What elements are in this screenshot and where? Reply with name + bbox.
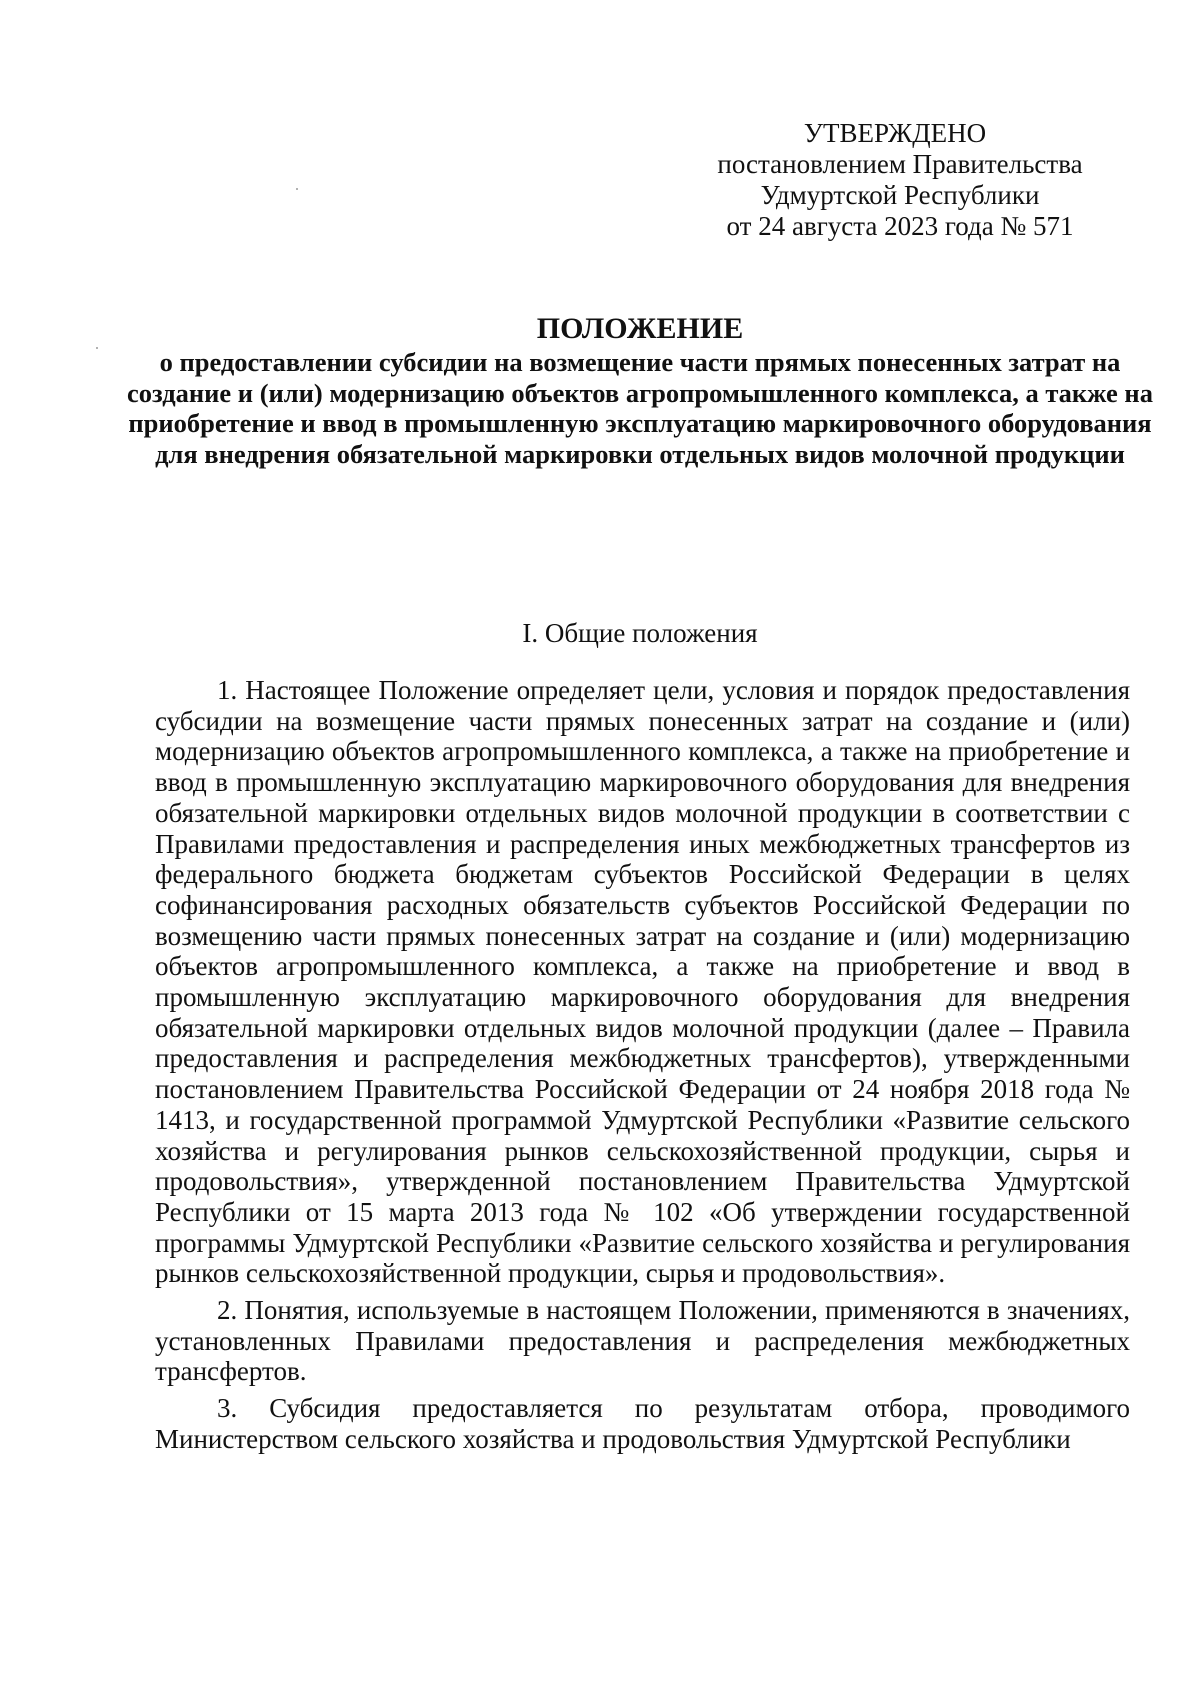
body-text bbox=[155, 675, 1130, 1461]
document-title: ПОЛОЖЕНИЕ bbox=[536, 312, 744, 345]
document-title-block bbox=[120, 313, 1160, 469]
approval-line: от 24 августа 2023 года № 571 bbox=[726, 211, 1074, 241]
approval-title: УТВЕРЖДЕНО bbox=[803, 118, 987, 148]
paragraph: 1. Настоящее Положение определяет цели, условия и порядок предоставления субсидии на возмещение части прямых понесенных затрат на создание и (или) модернизацию объектов агропромышленного комплекса, а также на приобретение и ввод в промышленную эксплуатацию маркировочного оборудования для внедрения обязательной маркировки отдельных видов молочной продукции в соответствии с Правилами предоставления и распределения иных межбюджетных трансфертов из федерального бюджета бюджетам субъектов Российской Федерации в целях софинансирования расходных обязательств субъектов Российской Федерации по возмещению части прямых понесенных затрат на создание и (или) модернизацию объектов агропромышленного комплекса, а также на приобретение и ввод в промышленную эксплуатацию маркировочного оборудования для внедрения обязательной маркировки отдельных видов молочной продукции (далее – Правила предоставления и распределения межбюджетных трансфертов), утвержденными постановлением Правительства Российской Федерации от 24 ноября 2018 года № 1413, и государственной программой Удмуртской Республики «Развитие сельского хозяйства и регулирования рынков сельскохозяйственной продукции, сырья и продовольствия», утвержденной постановлением Правительства Удмуртской Республики от 15 марта 2013 года № 102 «Об утверждении государственной программы Удмуртской Республики «Развитие сельского хозяйства и регулирования рынков сельскохозяйственной продукции, сырья и продовольствия». bbox=[155, 675, 1130, 1289]
paragraph: 2. Понятия, используемые в настоящем Положении, применяются в значениях, установленных Правилами предоставления и распределения межбюджетных трансфертов. bbox=[155, 1295, 1130, 1387]
scan-speck bbox=[296, 188, 298, 190]
approval-line: постановлением Правительства bbox=[717, 149, 1083, 179]
document-subtitle: о предоставлении субсидии на возмещение части прямых понесенных затрат на создание и (или) модернизацию объектов агропромышленного комплекса, а также на приобретение и ввод в промышленную эксплуатацию маркировочного оборудования для внедрения обязательной маркировки отдельных видов молочной продукции bbox=[127, 347, 1153, 469]
approval-stamp-block bbox=[690, 118, 1110, 242]
section-heading: I. Общие положения bbox=[522, 618, 758, 648]
scan-speck bbox=[96, 347, 98, 349]
paragraph: 3. Субсидия предоставляется по результатам отбора, проводимого Министерством сельского хозяйства и продовольствия Удмуртской Республики bbox=[155, 1393, 1130, 1454]
approval-line: Удмуртской Республики bbox=[760, 180, 1040, 210]
